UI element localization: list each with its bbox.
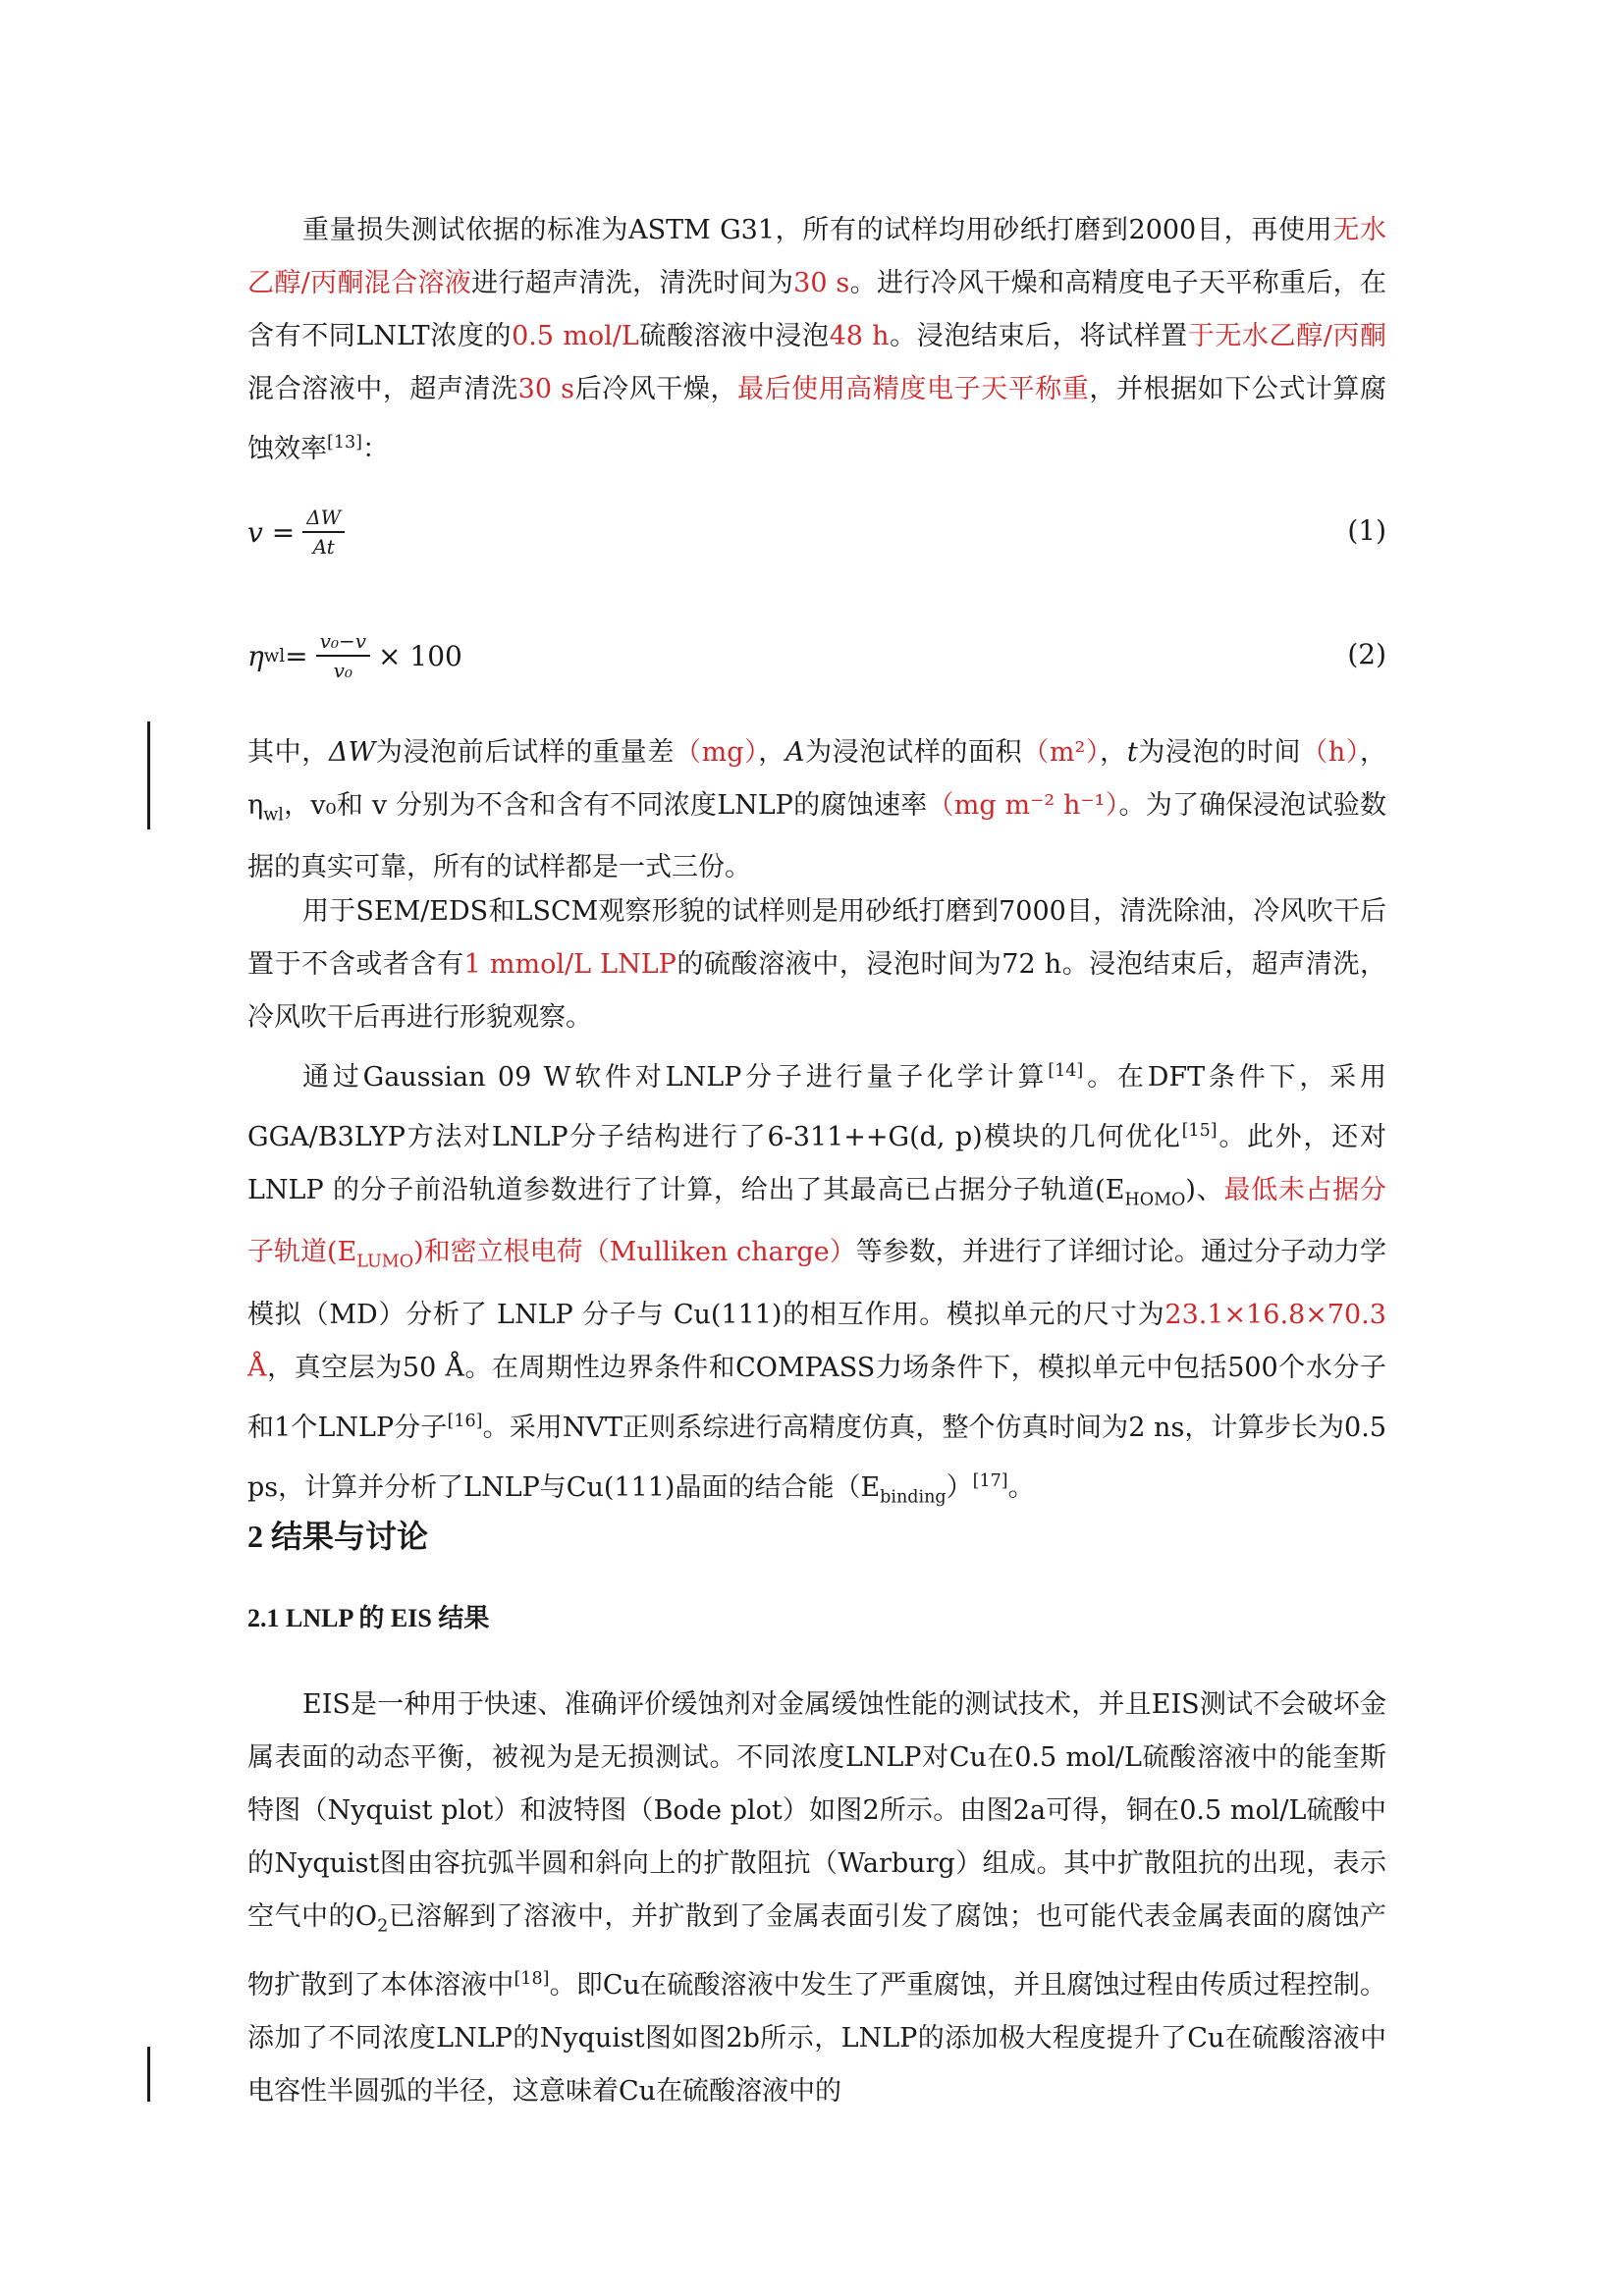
text-run: ，并根据如下公式计算腐蚀效率 — [247, 374, 1387, 464]
numerator: v₀−v — [316, 629, 370, 657]
revised-text: （m²） — [1022, 737, 1101, 768]
text-run: 用于SEM/EDS和LSCM观察形貌的试样则是用砂纸打磨到7000目，清洗除油，冷风吹干后置于不含或者含有 — [247, 896, 1386, 980]
text-run: 。此外，还对LNLP 的分子前沿轨道参数进行了计算，给出了其最高已占据分子轨道(E — [247, 1122, 1387, 1205]
subscript: binding — [880, 1487, 947, 1508]
paragraph-definitions — [247, 726, 1386, 894]
text-run: 后冷风干燥， — [574, 374, 738, 404]
equation-2-body — [247, 616, 462, 695]
text-run: ，η — [247, 737, 1387, 821]
fraction — [316, 629, 370, 682]
equation-number: (1) — [1347, 514, 1386, 547]
subscript: wl — [263, 645, 286, 667]
revised-text: 1 mmol/L LNLP — [463, 949, 677, 980]
equation-2 — [247, 616, 1386, 695]
symbol: ΔW — [328, 737, 376, 768]
text-run: 为浸泡前后试样的重量差 — [375, 737, 675, 768]
paragraph-weight-loss — [247, 204, 1386, 476]
revision-bar — [147, 2047, 150, 2102]
text-run: 。浸泡结束后，将试样置 — [889, 321, 1188, 351]
text-run: 已溶解到了溶液中，并扩散到了金属表面引发了腐蚀；也可能代表金属表面的腐蚀产物扩散到了本体溶液中 — [247, 1901, 1386, 2002]
equation-1-body — [247, 493, 352, 571]
text-run: 等参数，并进行了详细讨论。通过分子动力学模拟（MD）分析了 LNLP 分子与 Cu(111)的相互作用。模拟单元的尺寸为 — [247, 1237, 1386, 1330]
text-run: ， — [1100, 737, 1127, 768]
subscript: HOMO — [1124, 1190, 1186, 1210]
equation-number: (2) — [1347, 638, 1386, 670]
citation: [17] — [972, 1470, 1008, 1491]
numerator: ΔW — [302, 506, 345, 533]
revised-text: （mg m⁻² h⁻¹） — [927, 790, 1119, 821]
equation-lhs: η — [247, 639, 264, 672]
text-run: 重量损失测试依据的标准为ASTM G31，所有的试样均用砂纸打磨到2000目，再使用 — [302, 215, 1333, 245]
text-run: ： — [362, 434, 389, 464]
subsection-heading: 2.1 LNLP 的 EIS 结果 — [247, 1604, 490, 1632]
paragraph-computation — [247, 1044, 1386, 1523]
equals: = — [285, 639, 308, 672]
revised-text: 于无水乙醇/丙酮 — [1187, 321, 1387, 351]
citation: [14] — [1048, 1061, 1084, 1081]
revised-text: 0.5 mol/L — [512, 321, 639, 351]
symbol: t — [1126, 737, 1138, 768]
revised-text: （mg） — [674, 737, 759, 768]
fraction — [302, 506, 345, 559]
text-run: 通过Gaussian 09 W软件对LNLP分子进行量子化学计算 — [302, 1062, 1049, 1093]
text-run: 。在DFT条件下，采用GGA/B3LYP方法对LNLP分子结构进行了6-311++G(d, p)模块的几何优化 — [247, 1062, 1386, 1152]
text-run: ， — [758, 737, 785, 768]
text-run: 进行超声清洗，清洗时间为 — [471, 268, 794, 298]
equation-lhs: v = — [247, 515, 296, 549]
revised-text: 30 s — [793, 268, 850, 298]
text-run: 。采用NVT正则系综进行高精度仿真，整个仿真时间为2 ns，计算步长为0.5 ps，计算并分析了LNLP与Cu(111)晶面的结合能（E — [247, 1412, 1386, 1503]
text-run: ，v₀和 v 分别为不含和含有不同浓度LNLP的腐蚀速率 — [283, 790, 928, 821]
text-run: 为浸泡试样的面积 — [804, 737, 1023, 768]
revised-text: 最后使用高精度电子天平称重 — [737, 374, 1090, 404]
symbol: A — [785, 737, 805, 768]
section-heading: 2 结果与讨论 — [247, 1519, 429, 1554]
citation: [18] — [514, 1969, 550, 1990]
text-run: 。为了确保浸泡试验数据的真实可靠，所有的试样都是一式三份。 — [247, 790, 1386, 883]
text-run: 。进行冷风干燥和高精度电子天平称重后，在含有不同LNLT浓度的 — [247, 268, 1387, 351]
equation-tail: × 100 — [378, 639, 462, 672]
text-run: 为浸泡的时间 — [1137, 737, 1302, 768]
subscript: 2 — [377, 1916, 389, 1937]
text-run: 其中， — [247, 737, 329, 768]
subscript: wl — [263, 805, 284, 826]
citation: [13] — [327, 433, 362, 453]
citation: [16] — [447, 1411, 483, 1431]
text-run: ） — [946, 1471, 973, 1503]
paragraph-eis — [247, 1679, 1386, 2118]
text-run: 硫酸溶液中浸泡 — [638, 321, 830, 351]
paragraph-sem-prep — [247, 885, 1386, 1044]
text-run: 。即Cu在硫酸溶液中发生了严重腐蚀，并且腐蚀过程由传质过程控制。添加了不同浓度LNLP的Nyquist图如图2b所示，LNLP的添加极大程度提升了Cu在硫酸溶液中电容性半圆弧的半径，这意味着Cu在硫酸溶液中的 — [247, 1970, 1387, 2108]
revised-text: 48 h — [829, 321, 890, 351]
denominator: v₀ — [333, 659, 352, 682]
subscript: LUMO — [356, 1252, 414, 1272]
revised-text: 23.1×16.8×70.3 Å — [247, 1299, 1386, 1383]
text-run: EIS是一种用于快速、准确评价缓蚀剂对金属缓蚀性能的测试技术，并且EIS测试不会破坏金属表面的动态平衡，被视为是无损测试。不同浓度LNLP对Cu在0.5 mol/L硫酸溶液中的能奎斯特图（Nyquist plot）和波特图（Bode plot）如图2所示。由图2a可得，铜在0.5 mol/L硫酸中的Nyquist图由容抗弧半圆和斜向上的扩散阻抗（Warburg）组成。其中扩散阻抗的出现，表示空气中的O — [247, 1689, 1386, 1932]
revised-text: )和密立根电荷（Mulliken charge） — [413, 1237, 856, 1268]
text-run: 混合溶液中，超声清洗 — [247, 374, 518, 404]
equation-1 — [247, 493, 1386, 571]
text-run: 的硫酸溶液中，浸泡时间为72 h。浸泡结束后，超声清洗，冷风吹干后再进行形貌观察。 — [247, 949, 1387, 1033]
text-run: 。 — [1007, 1471, 1035, 1503]
text-run: )、 — [1185, 1175, 1224, 1205]
text-run: ，真空层为50 Å。在周期性边界条件和COMPASS力场条件下，模拟单元中包括500个水分子和1个LNLP分子 — [247, 1352, 1386, 1443]
revised-text: 30 s — [517, 374, 575, 404]
citation: [15] — [1181, 1121, 1218, 1141]
revised-text: （h） — [1301, 737, 1361, 768]
denominator: At — [312, 535, 335, 559]
revised-text: 最低未占据分子轨道(E — [247, 1175, 1386, 1268]
revision-bar — [147, 721, 150, 829]
revised-text: 无水乙醇/丙酮混合溶液 — [247, 215, 1387, 298]
